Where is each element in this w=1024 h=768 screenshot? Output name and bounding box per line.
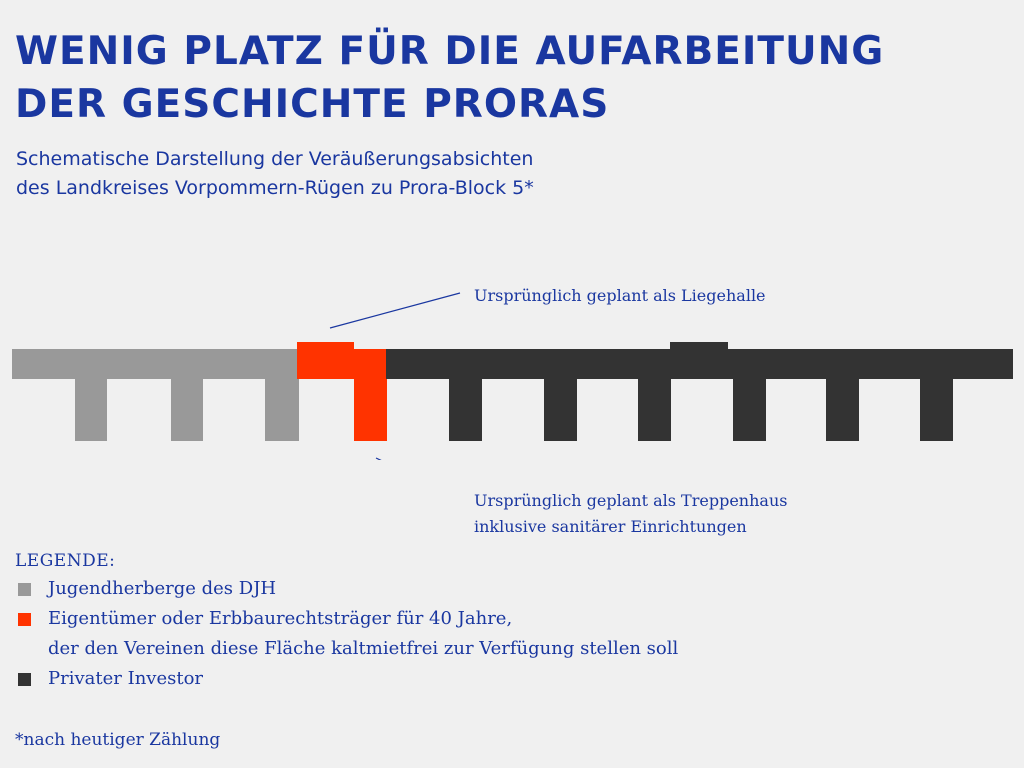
investor-wing — [449, 379, 482, 441]
callout-liegehalle-text: Ursprünglich geplant als Liegehalle — [474, 286, 766, 305]
callout-liegehalle — [474, 283, 766, 309]
callout-treppenhaus-line-2: inklusive sanitärer Einrichtungen — [474, 517, 747, 536]
legend-item-association-line-2: der den Vereinen diese Fläche kaltmietfrei zur Verfügung stellen soll — [48, 638, 679, 659]
legend-swatch-dark — [18, 673, 31, 686]
subtitle-line-2: des Landkreises Vorpommern-Rügen zu Prora-Block 5* — [16, 177, 534, 199]
legend-title: LEGENDE: — [15, 551, 116, 571]
title-line-1: WENIG PLATZ FÜR DIE AUFARBEITUNG — [15, 29, 885, 74]
djh-corridor — [12, 349, 299, 379]
footnote: *nach heutiger Zählung — [15, 730, 221, 750]
callout-treppenhaus — [474, 488, 787, 540]
legend-swatch-orange — [18, 613, 31, 626]
investor-wing — [638, 379, 671, 441]
subtitle-line-1: Schematische Darstellung der Veräußerungsabsichten — [16, 148, 534, 170]
page-title — [15, 25, 1015, 131]
legend-item-investor-text: Privater Investor — [48, 668, 204, 689]
legend-item-investor — [15, 664, 678, 694]
investor-wing — [733, 379, 766, 441]
investor-corridor — [386, 349, 1013, 379]
investor-bump — [670, 342, 728, 350]
legend-item-djh-text: Jugendherberge des DJH — [48, 578, 277, 599]
association-liegehalle — [297, 342, 354, 379]
investor-wing — [544, 379, 577, 441]
djh-wing — [265, 379, 299, 441]
djh-wing — [75, 379, 107, 441]
association-treppenhaus — [354, 349, 387, 441]
djh-wing — [171, 379, 203, 441]
title-line-2: DER GESCHICHTE PRORAS — [15, 82, 610, 127]
legend-item-association — [15, 604, 678, 664]
page-subtitle — [16, 145, 1016, 203]
callout-line-bottom — [376, 458, 465, 460]
investor-wing — [920, 379, 953, 441]
legend-item-association-line-1: Eigentümer oder Erbbaurechtsträger für 40 Jahre, — [48, 608, 513, 629]
callout-line-top — [330, 293, 460, 328]
legend-item-djh — [15, 574, 678, 604]
callout-treppenhaus-line-1: Ursprünglich geplant als Treppenhaus — [474, 491, 788, 510]
legend — [15, 548, 678, 694]
legend-swatch-gray — [18, 583, 31, 596]
investor-wing — [826, 379, 859, 441]
